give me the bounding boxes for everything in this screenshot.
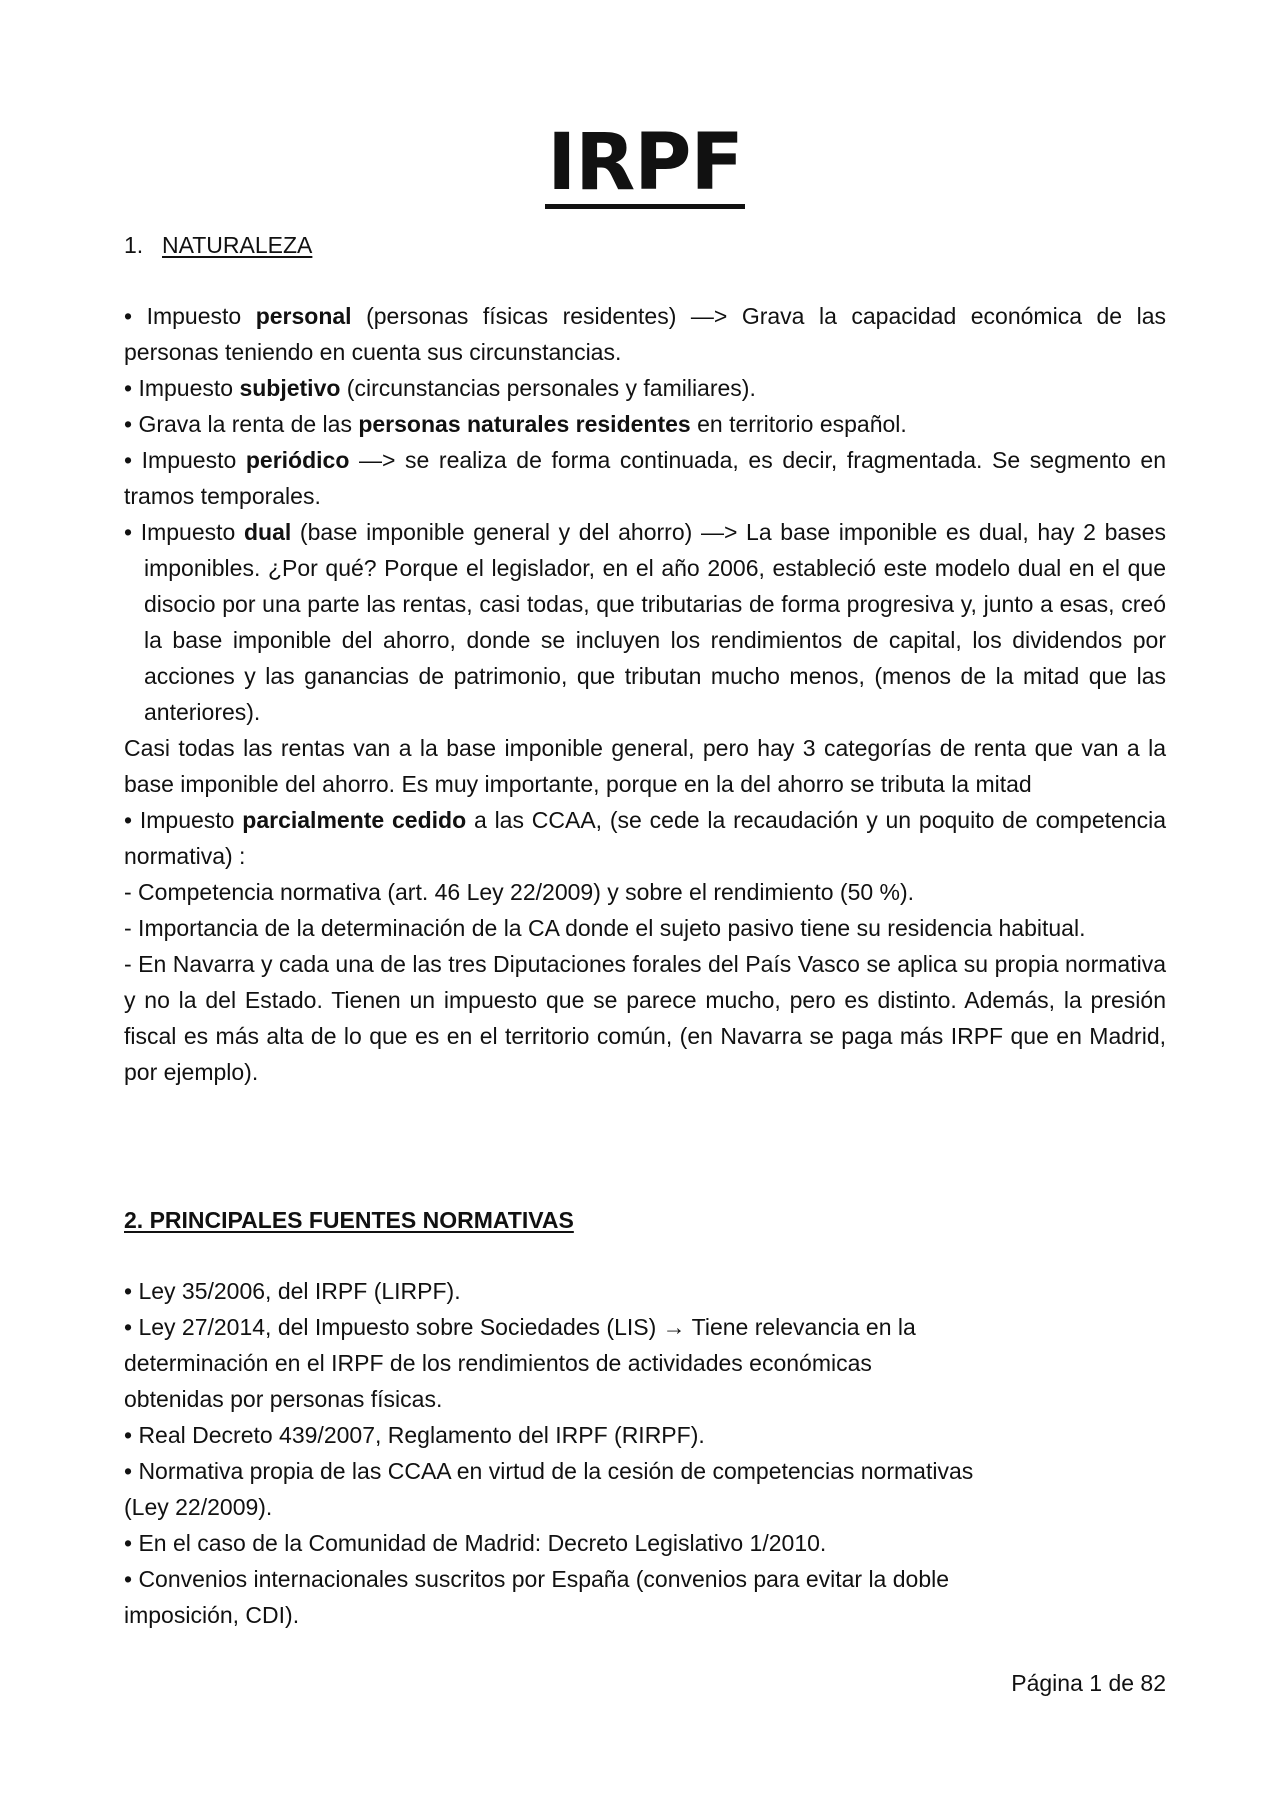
list-item-continued: imposición, CDI). <box>124 1602 300 1628</box>
section-label: NATURALEZA <box>162 232 313 258</box>
paragraph-importancia: - Importancia de la determinación de la CA donde el sujeto pasivo tiene su residencia habitual. <box>124 915 1086 941</box>
section-2-body <box>124 1273 1166 1633</box>
list-item-continued: (Ley 22/2009). <box>124 1494 273 1520</box>
list-item-continued: determinación en el IRPF de los rendimientos de actividades económicas <box>124 1350 872 1376</box>
paragraph-subjetivo: • Impuesto subjetivo (circunstancias personales y familiares). <box>124 375 756 401</box>
paragraph-competencia: - Competencia normativa (art. 46 Ley 22/2009) y sobre el rendimiento (50 %). <box>124 879 915 905</box>
section-1-body <box>124 298 1166 1090</box>
list-item: • Ley 35/2006, del IRPF (LIRPF). <box>124 1278 461 1304</box>
list-item: • En el caso de la Comunidad de Madrid: Decreto Legislativo 1/2010. <box>124 1530 827 1556</box>
paragraph-dual: • Impuesto dual (base imponible general y del ahorro) —> La base imponible es dual, hay 2 bases imponibles. ¿Por qué? Porque el legislador, en el año 2006, estableció este modelo dual en el que disocio por una parte las rentas, casi todas, que tributarias de forma progresiva y, junto a esas, creó la base imponible del ahorro, donde se incluyen los rendimientos de capital, los dividendos por acciones y las ganancias de patrimonio, que tributan mucho menos, (menos de la mitad que las anteriores). <box>124 519 1166 725</box>
section-number: 1. <box>124 232 144 258</box>
list-item-continued: obtenidas por personas físicas. <box>124 1386 443 1412</box>
list-item: • Real Decreto 439/2007, Reglamento del IRPF (RIRPF). <box>124 1422 705 1448</box>
paragraph-personal: • Impuesto personal (personas físicas residentes) —> Grava la capacidad económica de las personas teniendo en cuenta sus circunstancias. <box>124 303 1166 365</box>
paragraph-parcialmente-cedido: • Impuesto parcialmente cedido a las CCAA, (se cede la recaudación y un poquito de competencia normativa) : <box>124 807 1166 869</box>
list-item: • Ley 27/2014, del Impuesto sobre Sociedades (LIS) → Tiene relevancia en la <box>124 1314 916 1340</box>
paragraph-personas-naturales: • Grava la renta de las personas naturales residentes en territorio español. <box>124 411 907 437</box>
list-item: • Normativa propia de las CCAA en virtud de la cesión de competencias normativas <box>124 1458 974 1484</box>
section-1-heading <box>124 230 312 260</box>
list-item: • Convenios internacionales suscritos por España (convenios para evitar la doble <box>124 1566 950 1592</box>
document-title: IRPF <box>547 118 743 208</box>
paragraph-rentas: Casi todas las rentas van a la base imponible general, pero hay 3 categorías de renta que van a la base imponible del ahorro. Es muy importante, porque en la del ahorro se tributa la mitad <box>124 735 1166 797</box>
section-2-heading: 2. PRINCIPALES FUENTES NORMATIVAS <box>124 1207 574 1233</box>
paragraph-navarra: - En Navarra y cada una de las tres Diputaciones forales del País Vasco se aplica su propia normativa y no la del Estado. Tienen un impuesto que se parece mucho, pero es distinto. Además, la presión fiscal es más alta de lo que es en el territorio común, (en Navarra se paga más IRPF que en Madrid, por ejemplo). <box>124 951 1166 1085</box>
page-number: Página 1 de 82 <box>1011 1670 1166 1696</box>
paragraph-periodico: • Impuesto periódico —> se realiza de forma continuada, es decir, fragmentada. Se segmento en tramos temporales. <box>124 447 1166 509</box>
